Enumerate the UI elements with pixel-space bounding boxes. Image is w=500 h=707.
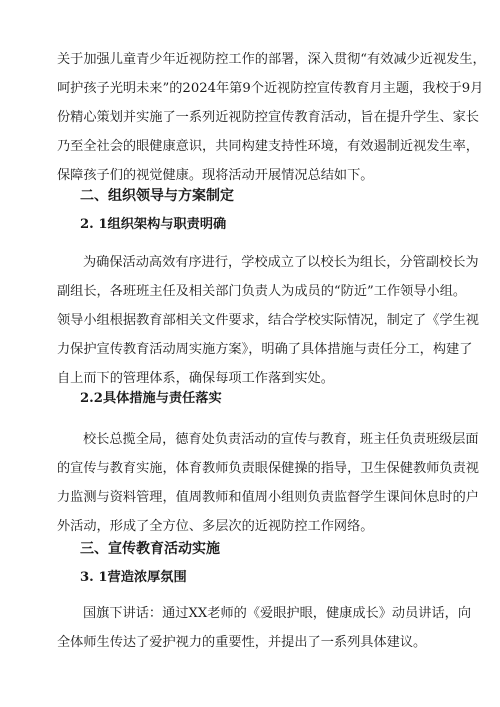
paragraph-line: 校长总揽全局，德育处负责活动的宣传与教育，班主任负责班级层面: [83, 432, 479, 447]
subsection-heading-2-1: 2. 1组织架构与职责明确: [80, 217, 227, 232]
subsection-heading-3-1: 3. 1营造浓厚氛围: [80, 570, 187, 585]
intro-paragraph: [57, 45, 486, 190]
paragraph-line: 领导小组根据教育部相关文件要求，结合学校实际情况，制定了《学生视: [57, 313, 479, 328]
paragraph-line: 保障孩子们的视觉健康。现将活动开展情况总结如下。: [57, 168, 374, 183]
paragraph-line: 为确保活动高效有序进行，学校成立了以校长为组长，分管副校长为: [83, 255, 479, 270]
paragraph-line: 份精心策划并实施了一系列近视防控宣传教育活动，旨在提升学生、家长: [57, 110, 479, 125]
section-heading-2: 二、组织领导与方案制定: [80, 188, 234, 204]
paragraph-line: 国旗下讲话：通过XX老师的《爱眼护眼，健康成长》动员讲话，向: [83, 606, 472, 621]
paragraph-line: 呵护孩子光明未来”的2024年第9个近视防控宣传教育月主题，我校于9月: [57, 81, 484, 96]
paragraph-line: 的宣传与教育实施，体育教师负责眼保健操的指导，卫生保健教师负责视: [57, 461, 479, 476]
paragraph-2-1: [57, 248, 479, 393]
paragraph-line: 力监测与资料管理，值周教师和值周小组则负责监督学生课间休息时的户: [57, 490, 479, 505]
paragraph-line: 自上而下的管理体系，确保每项工作落到实处。: [57, 371, 334, 386]
section-heading-3: 三、宣传教育活动实施: [80, 541, 220, 557]
paragraph-3-1: [57, 599, 472, 657]
paragraph-2-2: [57, 425, 479, 541]
paragraph-line: 全体师生传达了爱护视力的重要性，并提出了一系列具体建议。: [57, 635, 427, 650]
paragraph-line: 乃至全社会的眼健康意识，共同构建支持性环境，有效遏制近视发生率，: [57, 139, 479, 154]
paragraph-line: 关于加强儿童青少年近视防控工作的部署，深入贯彻“有效减少近视发生，: [57, 52, 486, 67]
paragraph-line: 副组长，各班班主任及相关部门负责人为成员的“防近”工作领导小组。: [57, 284, 467, 299]
paragraph-line: 力保护宣传教育活动周实施方案》，明确了具体措施与责任分工，构建了: [57, 342, 473, 357]
paragraph-line: 外活动，形成了全方位、多层次的近视防控工作网络。: [57, 519, 374, 534]
subsection-heading-2-2: 2.2具体措施与责任落实: [80, 391, 222, 406]
